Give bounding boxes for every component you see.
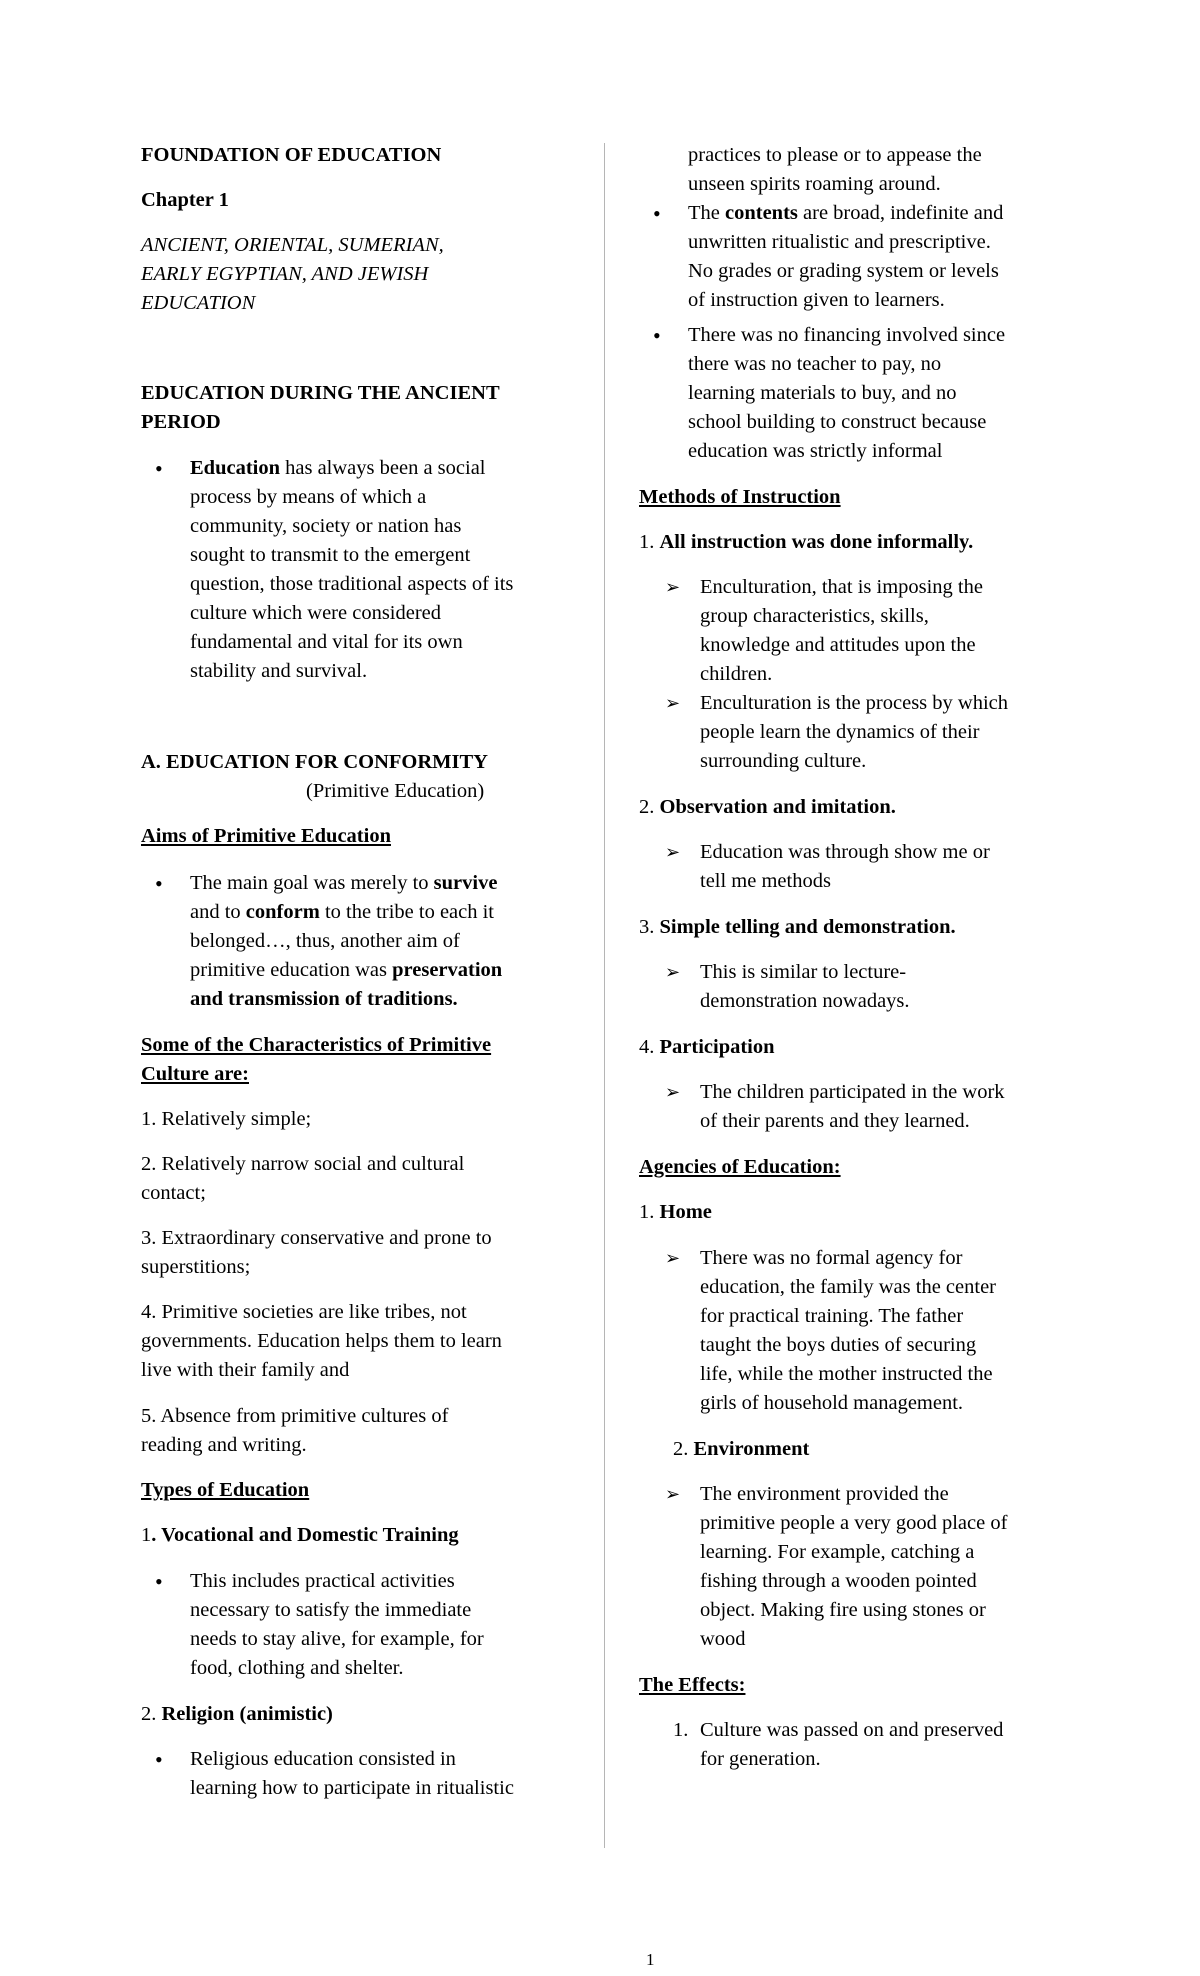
aims-line: belonged…, thus, another aim of [190, 930, 460, 952]
aims-line: The main goal was merely to survive [190, 872, 498, 894]
characteristics-heading: Some of the Characteristics of Primitive [141, 1034, 492, 1056]
characteristic-item: 4. Primitive societies are like tribes, not [141, 1301, 467, 1323]
intro-line: Education has always been a social [190, 457, 486, 479]
aims-heading: Aims of Primitive Education [141, 825, 391, 847]
agency-line: wood [700, 1628, 746, 1650]
agency-line: There was no formal agency for [700, 1247, 963, 1269]
characteristics-heading: Culture are: [141, 1063, 249, 1085]
arrow-bullet-icon: ➢ [665, 693, 681, 714]
characteristic-item: 2. Relatively narrow social and cultural [141, 1153, 465, 1175]
financing-line: There was no financing involved since [688, 324, 1006, 346]
agency-line: The environment provided the [700, 1483, 949, 1505]
page-number: 1 [646, 1950, 655, 1969]
column-divider [604, 143, 605, 1848]
type-title: 2. Religion (animistic) [141, 1703, 333, 1725]
characteristic-item: superstitions; [141, 1256, 251, 1278]
continued-line: practices to please or to appease the [688, 144, 982, 166]
financing-line: school building to construct because [688, 411, 987, 433]
contents-line: unwritten ritualistic and prescriptive. [688, 231, 991, 253]
effect-line: Culture was passed on and preserved [700, 1719, 1004, 1741]
financing-line: education was strictly informal [688, 440, 943, 462]
characteristic-item: 3. Extraordinary conservative and prone to [141, 1227, 492, 1249]
bullet-icon: • [653, 201, 661, 226]
bullet-icon: • [155, 871, 163, 896]
intro-line: culture which were considered [190, 602, 442, 624]
agency-line: for practical training. The father [700, 1305, 964, 1327]
agency-line: object. Making fire using stones or [700, 1599, 986, 1621]
characteristic-item: governments. Education helps them to learn [141, 1330, 502, 1352]
agency-title: 2. Environment [673, 1438, 810, 1460]
section-heading: PERIOD [141, 411, 221, 433]
agency-line: life, while the mother instructed the [700, 1363, 993, 1385]
contents-line: No grades or grading system or levels [688, 260, 999, 282]
arrow-bullet-icon: ➢ [665, 1082, 681, 1103]
type-line: necessary to satisfy the immediate [190, 1599, 472, 1621]
arrow-bullet-icon: ➢ [665, 962, 681, 983]
agencies-heading: Agencies of Education: [639, 1156, 841, 1178]
method-line: group characteristics, skills, [700, 605, 929, 627]
method-line: of their parents and they learned. [700, 1110, 970, 1132]
bullet-icon: • [155, 1569, 163, 1594]
aims-line: primitive education was preservation [190, 959, 503, 981]
document-title: FOUNDATION OF EDUCATION [141, 144, 442, 166]
contents-line: of instruction given to learners. [688, 289, 945, 311]
method-line: people learn the dynamics of their [700, 721, 980, 743]
intro-line: process by means of which a [190, 486, 427, 508]
arrow-bullet-icon: ➢ [665, 1484, 681, 1505]
financing-line: learning materials to buy, and no [688, 382, 957, 404]
aims-line: and transmission of traditions. [190, 988, 458, 1010]
arrow-bullet-icon: ➢ [665, 577, 681, 598]
intro-line: question, those traditional aspects of its [190, 573, 514, 595]
types-heading: Types of Education [141, 1479, 310, 1501]
method-line: surrounding culture. [700, 750, 867, 772]
method-title: 1. All instruction was done informally. [639, 531, 974, 553]
intro-line: sought to transmit to the emergent [190, 544, 471, 566]
section-a-subheading: (Primitive Education) [306, 780, 485, 802]
financing-line: there was no teacher to pay, no [688, 353, 942, 375]
bullet-icon: • [653, 323, 661, 348]
agency-line: fishing through a wooden pointed [700, 1570, 977, 1592]
characteristic-item: 5. Absence from primitive cultures of [141, 1405, 449, 1427]
method-line: children. [700, 663, 773, 685]
type-line: needs to stay alive, for example, for [190, 1628, 484, 1650]
agency-line: learning. For example, catching a [700, 1541, 975, 1563]
method-line: Enculturation is the process by which [700, 692, 1009, 714]
characteristic-item: live with their family and [141, 1359, 350, 1381]
continued-line: unseen spirits roaming around. [688, 173, 941, 195]
method-title: 2. Observation and imitation. [639, 796, 896, 818]
intro-line: fundamental and vital for its own [190, 631, 463, 653]
agency-line: taught the boys duties of securing [700, 1334, 977, 1356]
method-line: demonstration nowadays. [700, 990, 910, 1012]
methods-heading: Methods of Instruction [639, 486, 841, 508]
agency-line: primitive people a very good place of [700, 1512, 1008, 1534]
type-line: This includes practical activities [190, 1570, 455, 1592]
chapter-subtitle-line: EDUCATION [141, 292, 256, 314]
aims-line: and to conform to the tribe to each it [190, 901, 495, 923]
chapter-subtitle-line: EARLY EGYPTIAN, AND JEWISH [141, 263, 429, 285]
agency-line: girls of household management. [700, 1392, 964, 1414]
type-line: learning how to participate in ritualistic [190, 1777, 514, 1799]
arrow-bullet-icon: ➢ [665, 842, 681, 863]
arrow-bullet-icon: ➢ [665, 1248, 681, 1269]
effect-line: for generation. [700, 1748, 821, 1770]
agency-title: 1. Home [639, 1201, 712, 1223]
type-title: 1. Vocational and Domestic Training [141, 1524, 459, 1546]
method-title: 4. Participation [639, 1036, 775, 1058]
type-line: food, clothing and shelter. [190, 1657, 404, 1679]
method-line: knowledge and attitudes upon the [700, 634, 976, 656]
intro-line: community, society or nation has [190, 515, 462, 537]
agency-line: education, the family was the center [700, 1276, 996, 1298]
section-heading: EDUCATION DURING THE ANCIENT [141, 382, 500, 404]
bullet-icon: • [155, 456, 163, 481]
contents-line: The contents are broad, indefinite and [688, 202, 1004, 224]
method-title: 3. Simple telling and demonstration. [639, 916, 956, 938]
method-line: Education was through show me or [700, 841, 990, 863]
type-line: Religious education consisted in [190, 1748, 456, 1770]
effect-number: 1. [673, 1719, 689, 1741]
method-line: Enculturation, that is imposing the [700, 576, 983, 598]
section-a-heading: A. EDUCATION FOR CONFORMITY [141, 751, 488, 773]
chapter-subtitle-line: ANCIENT, ORIENTAL, SUMERIAN, [141, 234, 444, 256]
characteristic-item: contact; [141, 1182, 206, 1204]
effects-heading: The Effects: [639, 1674, 746, 1696]
chapter-label: Chapter 1 [141, 189, 229, 211]
bullet-icon: • [155, 1747, 163, 1772]
intro-line: stability and survival. [190, 660, 368, 682]
method-line: The children participated in the work [700, 1081, 1005, 1103]
method-line: This is similar to lecture- [700, 961, 907, 983]
method-line: tell me methods [700, 870, 831, 892]
characteristic-item: 1. Relatively simple; [141, 1108, 312, 1130]
characteristic-item: reading and writing. [141, 1434, 307, 1456]
